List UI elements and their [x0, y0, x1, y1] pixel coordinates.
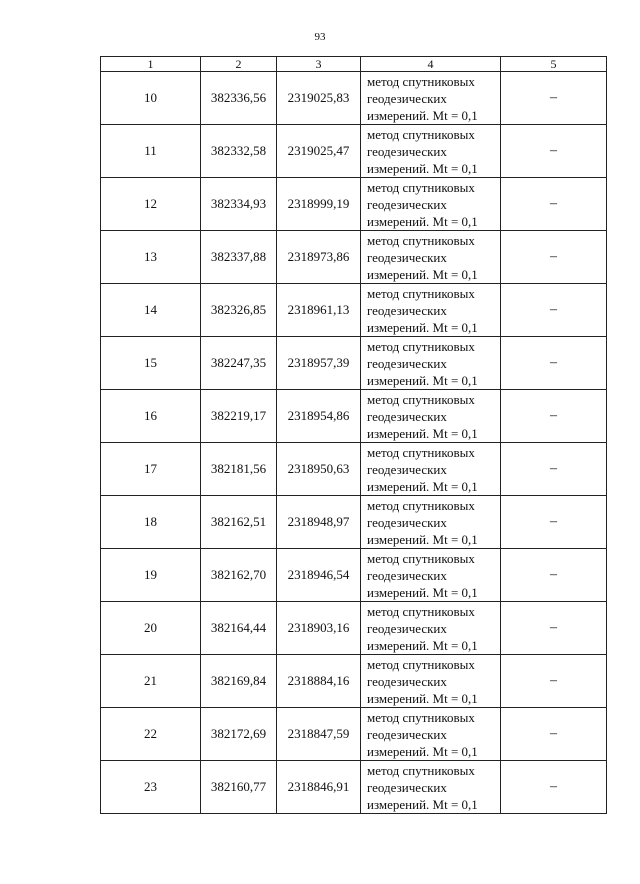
coordinate-x: 382169,84 [201, 655, 277, 708]
coordinate-x: 382181,56 [201, 443, 277, 496]
table-header-row [101, 57, 607, 72]
table-row [101, 72, 607, 125]
method-cell [361, 761, 501, 814]
method-line-2: геодезических [367, 249, 447, 265]
coordinate-x: 382172,69 [201, 708, 277, 761]
coordinate-x: 382164,44 [201, 602, 277, 655]
coordinate-y: 2318973,86 [277, 231, 361, 284]
table-row [101, 708, 607, 761]
table-row [101, 231, 607, 284]
coordinate-x: 382337,88 [201, 231, 277, 284]
coordinate-x: 382247,35 [201, 337, 277, 390]
method-line-3: измерений. Mt = 0,1 [367, 160, 478, 176]
description-dash: – [501, 178, 607, 231]
coordinate-x: 382160,77 [201, 761, 277, 814]
header-col-4: 4 [361, 57, 501, 72]
method-line-2: геодезических [367, 143, 447, 159]
method-line-1: метод спутниковых [367, 444, 475, 460]
method-line-3: измерений. Mt = 0,1 [367, 319, 478, 335]
table-row [101, 496, 607, 549]
method-line-1: метод спутниковых [367, 232, 475, 248]
description-dash: – [501, 761, 607, 814]
coordinate-x: 382219,17 [201, 390, 277, 443]
description-dash: – [501, 443, 607, 496]
method-line-2: геодезических [367, 726, 447, 742]
coordinate-y: 2318957,39 [277, 337, 361, 390]
point-number: 14 [101, 284, 201, 337]
method-cell [361, 708, 501, 761]
method-line-1: метод спутниковых [367, 338, 475, 354]
point-number: 17 [101, 443, 201, 496]
method-line-3: измерений. Mt = 0,1 [367, 637, 478, 653]
coordinate-y: 2318903,16 [277, 602, 361, 655]
method-line-3: измерений. Mt = 0,1 [367, 372, 478, 388]
point-number: 15 [101, 337, 201, 390]
method-line-1: метод спутниковых [367, 285, 475, 301]
coordinate-y: 2318884,16 [277, 655, 361, 708]
table-body [101, 72, 607, 814]
description-dash: – [501, 72, 607, 125]
method-line-1: метод спутниковых [367, 391, 475, 407]
method-line-1: метод спутниковых [367, 179, 475, 195]
description-dash: – [501, 549, 607, 602]
coordinate-y: 2318948,97 [277, 496, 361, 549]
header-col-1: 1 [101, 57, 201, 72]
table-row [101, 602, 607, 655]
header-col-5: 5 [501, 57, 607, 72]
table-row [101, 655, 607, 708]
header-col-2: 2 [201, 57, 277, 72]
method-cell [361, 549, 501, 602]
method-line-3: измерений. Mt = 0,1 [367, 531, 478, 547]
method-line-1: метод спутниковых [367, 656, 475, 672]
description-dash: – [501, 390, 607, 443]
method-line-2: геодезических [367, 196, 447, 212]
method-line-2: геодезических [367, 408, 447, 424]
page-number: 93 [314, 31, 326, 43]
point-number: 10 [101, 72, 201, 125]
method-line-3: измерений. Mt = 0,1 [367, 425, 478, 441]
method-line-2: геодезических [367, 620, 447, 636]
method-cell [361, 178, 501, 231]
coordinate-x: 382332,58 [201, 125, 277, 178]
point-number: 20 [101, 602, 201, 655]
method-line-1: метод спутниковых [367, 550, 475, 566]
table-row [101, 390, 607, 443]
method-cell [361, 284, 501, 337]
method-cell [361, 337, 501, 390]
coordinate-x: 382162,51 [201, 496, 277, 549]
coordinate-x: 382162,70 [201, 549, 277, 602]
table-row [101, 125, 607, 178]
method-line-3: измерений. Mt = 0,1 [367, 266, 478, 282]
method-line-1: метод спутниковых [367, 497, 475, 513]
method-line-1: метод спутниковых [367, 603, 475, 619]
point-number: 16 [101, 390, 201, 443]
table-row [101, 761, 607, 814]
method-line-1: метод спутниковых [367, 762, 475, 778]
method-line-3: измерений. Mt = 0,1 [367, 743, 478, 759]
coordinate-y: 2318999,19 [277, 178, 361, 231]
coordinates-table [100, 56, 607, 814]
description-dash: – [501, 231, 607, 284]
method-cell [361, 496, 501, 549]
point-number: 19 [101, 549, 201, 602]
method-cell [361, 655, 501, 708]
point-number: 22 [101, 708, 201, 761]
method-line-3: измерений. Mt = 0,1 [367, 796, 478, 812]
point-number: 23 [101, 761, 201, 814]
coordinate-y: 2318846,91 [277, 761, 361, 814]
coordinate-x: 382336,56 [201, 72, 277, 125]
description-dash: – [501, 708, 607, 761]
method-cell [361, 602, 501, 655]
method-line-2: геодезических [367, 567, 447, 583]
description-dash: – [501, 602, 607, 655]
method-cell [361, 125, 501, 178]
method-line-2: геодезических [367, 90, 447, 106]
method-line-2: геодезических [367, 355, 447, 371]
coordinate-y: 2319025,83 [277, 72, 361, 125]
coordinate-y: 2319025,47 [277, 125, 361, 178]
description-dash: – [501, 496, 607, 549]
method-line-3: измерений. Mt = 0,1 [367, 213, 478, 229]
method-line-2: геодезических [367, 461, 447, 477]
method-cell [361, 390, 501, 443]
method-cell [361, 72, 501, 125]
point-number: 18 [101, 496, 201, 549]
table-row [101, 178, 607, 231]
description-dash: – [501, 125, 607, 178]
point-number: 11 [101, 125, 201, 178]
method-line-2: геодезических [367, 673, 447, 689]
coordinate-x: 382334,93 [201, 178, 277, 231]
coordinate-y: 2318961,13 [277, 284, 361, 337]
description-dash: – [501, 284, 607, 337]
method-cell [361, 443, 501, 496]
table-row [101, 549, 607, 602]
coordinate-x: 382326,85 [201, 284, 277, 337]
method-line-2: геодезических [367, 779, 447, 795]
coordinate-y: 2318954,86 [277, 390, 361, 443]
method-cell [361, 231, 501, 284]
point-number: 21 [101, 655, 201, 708]
method-line-1: метод спутниковых [367, 73, 475, 89]
point-number: 12 [101, 178, 201, 231]
method-line-3: измерений. Mt = 0,1 [367, 584, 478, 600]
table-row [101, 337, 607, 390]
method-line-3: измерений. Mt = 0,1 [367, 690, 478, 706]
method-line-1: метод спутниковых [367, 126, 475, 142]
table-row [101, 284, 607, 337]
coordinate-y: 2318950,63 [277, 443, 361, 496]
point-number: 13 [101, 231, 201, 284]
method-line-1: метод спутниковых [367, 709, 475, 725]
coordinate-y: 2318847,59 [277, 708, 361, 761]
method-line-3: измерений. Mt = 0,1 [367, 478, 478, 494]
method-line-3: измерений. Mt = 0,1 [367, 107, 478, 123]
method-line-2: геодезических [367, 514, 447, 530]
description-dash: – [501, 655, 607, 708]
table-row [101, 443, 607, 496]
header-col-3: 3 [277, 57, 361, 72]
coordinate-y: 2318946,54 [277, 549, 361, 602]
description-dash: – [501, 337, 607, 390]
method-line-2: геодезических [367, 302, 447, 318]
